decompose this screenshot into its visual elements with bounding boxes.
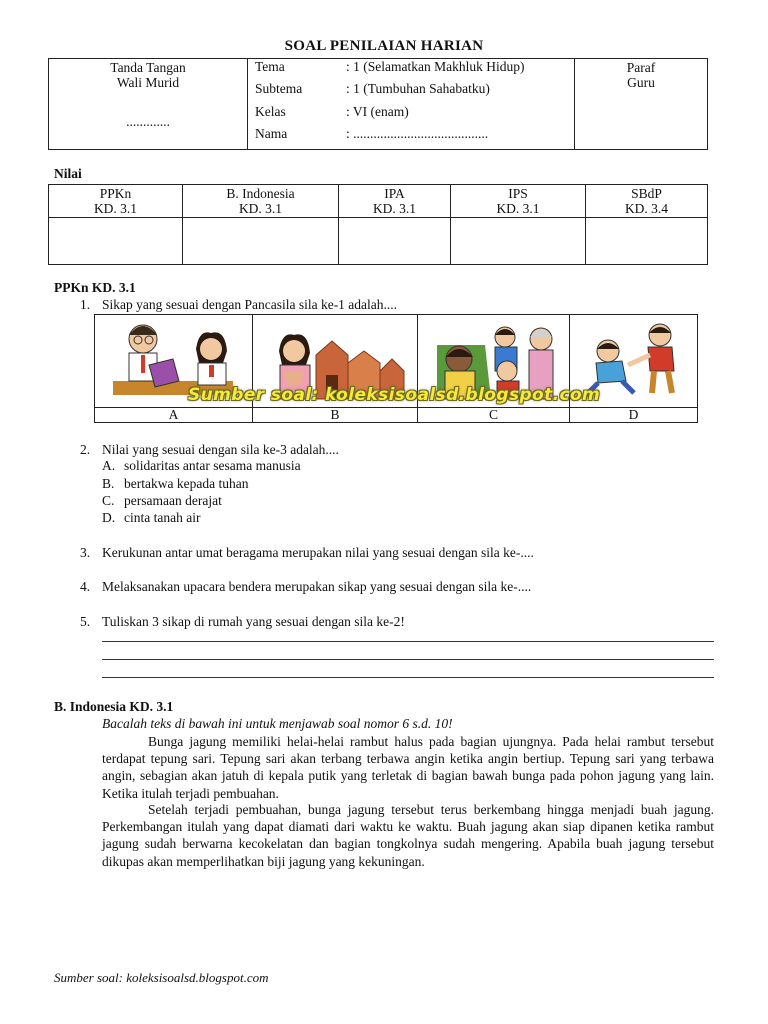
picture-label-c: C — [418, 408, 570, 423]
question-4-number: 4. — [80, 579, 91, 594]
grade-table — [48, 184, 708, 265]
kelas-label: Kelas — [255, 104, 286, 119]
reading-paragraph-2: Setelah terjadi pembuahan, bunga jagung tersebut terus berkembang hingga menjadi buah jagung. Perkembangan itulah yang dapat diamati dari waktu ke waktu. Buah jagung akan siap dipanen ketika rambut jagung sudah berwarna kecokelatan dan bagian tongkolnya sudah mengering. Apabila buah jagung tersebut dikupas akan memperlihatkan biji jagung yang kekuningan. — [102, 802, 714, 869]
grade-kd: KD. 3.4 — [624, 201, 669, 216]
nama-label: Nama — [255, 126, 288, 141]
header-table — [48, 58, 708, 150]
parent-signature-cell — [49, 59, 248, 150]
tema-value: : 1 (Selamatkan Makhluk Hidup) — [346, 59, 525, 74]
ppkn-heading: PPKn KD. 3.1 — [54, 280, 136, 295]
option-b-text: bertakwa kepada tuhan — [124, 476, 249, 491]
answer-line-2[interactable] — [102, 659, 714, 660]
answer-line-1[interactable] — [102, 641, 714, 642]
tema-label: Tema — [255, 59, 285, 74]
grade-subject: PPKn — [99, 186, 132, 201]
grade-header-bindo — [183, 185, 339, 218]
question-3-text: Kerukunan antar umat beragama merupakan nilai yang sesuai dengan sila ke-.... — [102, 545, 534, 560]
grade-cell-bindo[interactable] — [183, 218, 339, 265]
picture-label-d: D — [570, 408, 698, 423]
reading-paragraph-1: Bunga jagung memiliki helai-helai rambut halus pada bagian ujungnya. Pada helai rambut tersebut terdapat tepung sari. Tepung sari akan terbang terbawa angin ketika angin bertiup. Tepung sari yang terbawa angin, sebagian akan jatuh di kepala putik yang terletak di bagian bawah bunga pada pohon jagung yang lain. Ketika itulah terjadi pembuahan. — [102, 734, 714, 801]
signature-dots: ............. — [126, 114, 170, 129]
signature-label-2: Wali Murid — [116, 75, 180, 90]
teacher-label-2: Guru — [627, 75, 655, 90]
grade-subject: B. Indonesia — [226, 186, 295, 201]
subtema-value: : 1 (Tumbuhan Sahabatku) — [346, 81, 490, 96]
grade-kd: KD. 3.1 — [496, 201, 540, 216]
subtema-label: Subtema — [255, 81, 303, 96]
question-5-text: Tuliskan 3 sikap di rumah yang sesuai dengan sila ke-2! — [102, 614, 405, 629]
signature-label-1: Tanda Tangan — [110, 60, 186, 75]
question-1-number: 1. — [80, 297, 91, 312]
grade-subject: IPA — [384, 186, 405, 201]
question-1-text: Sikap yang sesuai dengan Pancasila sila ke-1 adalah.... — [102, 297, 398, 312]
option-d-text: cinta tanah air — [124, 510, 201, 525]
grade-kd: KD. 3.1 — [372, 201, 417, 216]
option-a-text: solidaritas antar sesama manusia — [124, 458, 301, 473]
grade-kd: KD. 3.1 — [238, 201, 283, 216]
picture-choice-table — [94, 314, 698, 423]
watermark: Sumber soal: koleksisoalsd.blogspot.com — [188, 385, 601, 405]
question-3-number: 3. — [80, 545, 91, 560]
picture-label-a: A — [95, 408, 253, 423]
option-a-letter: A. — [102, 458, 116, 473]
identity-cell — [248, 59, 575, 150]
question-4-text: Melaksanakan upacara bendera merupakan sikap yang sesuai dengan sila ke-.... — [102, 579, 532, 594]
question-2-text: Nilai yang sesuai dengan sila ke-3 adalah.... — [102, 442, 339, 457]
grade-header-ppkn — [49, 185, 183, 218]
option-d-letter: D. — [102, 510, 116, 525]
grade-header-ips — [451, 185, 586, 218]
grade-subject: SBdP — [631, 186, 662, 201]
reading-instruction: Bacalah teks di bawah ini untuk menjawab soal nomor 6 s.d. 10! — [102, 716, 453, 731]
nama-field[interactable]: : ........................................ — [346, 126, 489, 141]
grade-cell-sbdp[interactable] — [586, 218, 708, 265]
grade-cell-ppkn[interactable] — [49, 218, 183, 265]
grade-cell-ipa[interactable] — [339, 218, 451, 265]
option-b-letter: B. — [102, 476, 115, 491]
kelas-value: : VI (enam) — [346, 104, 409, 119]
answer-line-3[interactable] — [102, 677, 714, 678]
question-5-number: 5. — [80, 614, 91, 629]
option-c-text: persamaan derajat — [124, 493, 222, 508]
grade-cell-ips[interactable] — [451, 218, 586, 265]
grade-kd: KD. 3.1 — [93, 201, 138, 216]
bindo-heading: B. Indonesia KD. 3.1 — [54, 699, 174, 714]
teacher-initial-cell — [575, 59, 708, 150]
question-2-number: 2. — [80, 442, 91, 457]
grade-header-sbdp — [586, 185, 708, 218]
option-c-letter: C. — [102, 493, 115, 508]
picture-label-b: B — [253, 408, 418, 423]
page-title: SOAL PENILAIAN HARIAN — [284, 38, 484, 54]
teacher-label-1: Paraf — [626, 60, 656, 75]
source-footer: Sumber soal: koleksisoalsd.blogspot.com — [54, 970, 269, 985]
grade-header-ipa — [339, 185, 451, 218]
nilai-label: Nilai — [54, 166, 82, 181]
grade-subject: IPS — [508, 186, 528, 201]
